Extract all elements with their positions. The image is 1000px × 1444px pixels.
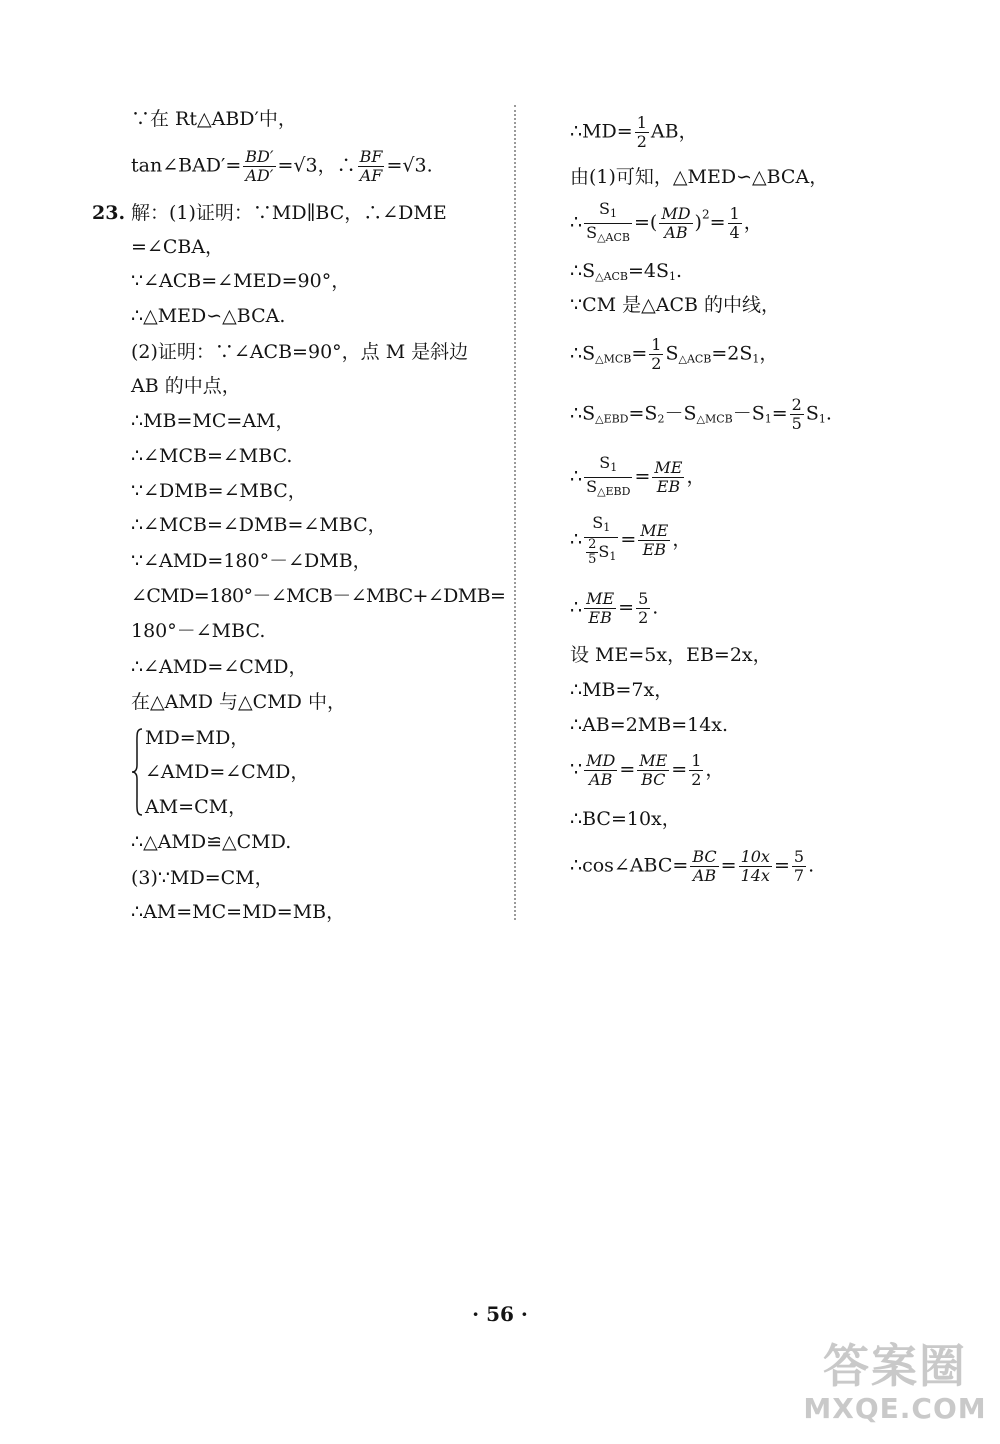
watermark-top: 答案圈 bbox=[823, 1339, 967, 1393]
text-line: (3)∵MD=CM， bbox=[131, 867, 274, 889]
fraction: $\frac{ME}{EB}$ bbox=[654, 458, 683, 496]
math-line: ∴ $\frac{ME}{EB}$ = $\frac{5}{2}$ . bbox=[570, 589, 659, 627]
text-line: ∴∠AMD=∠CMD， bbox=[131, 656, 308, 678]
text-line: 在△AMD 与△CMD 中， bbox=[131, 691, 346, 713]
math-line: ∴MD= $\frac{1}{2}$ AB， bbox=[570, 113, 698, 151]
tan-equation bbox=[131, 148, 433, 185]
fraction: $\frac{5}{2}$ bbox=[638, 589, 649, 627]
text-line: =∠CBA， bbox=[131, 236, 225, 258]
fraction: $\frac{2}{5}$ bbox=[791, 395, 802, 433]
fraction: $\frac{1}{2}$ bbox=[651, 335, 662, 373]
page-number: · 56 · bbox=[472, 1302, 528, 1326]
text-line: 解：(1)证明：∵MD∥BC，∴∠DME bbox=[131, 202, 447, 224]
brace-icon bbox=[131, 727, 143, 817]
text-line: (2)证明：∵∠ACB=90°，点 M 是斜边 bbox=[131, 341, 469, 363]
text-line: 由(1)可知，△MED∽△BCA， bbox=[570, 166, 829, 188]
text-line: ∵∠ACB=∠MED=90°， bbox=[131, 270, 351, 292]
math-line: ∴ $\frac{S_1}{S_{\triangle EBD}}$ = $\frac{ME}{EB}$ ， bbox=[570, 454, 705, 501]
math-line: $\therefore S_{\triangle EBD}=S_2-S_{\triangle MCB}-S_1=$ $\frac{2}{5}$ $S_1$. bbox=[570, 395, 832, 433]
text-line: ∴MB=7x， bbox=[570, 679, 674, 701]
text-line: ∵∠DMB=∠MBC， bbox=[131, 480, 307, 502]
text-line: ∵CM 是△ACB 的中线， bbox=[570, 294, 780, 316]
text-seg: =√3. bbox=[386, 154, 433, 177]
fraction: $\frac{ME}{BC}$ bbox=[639, 751, 668, 789]
watermark-logo bbox=[800, 1340, 990, 1440]
fraction: $\frac{BD'}{AD'}$ bbox=[245, 147, 274, 185]
fraction: $\frac{MD}{AB}$ bbox=[661, 204, 691, 242]
problem-number: 23. bbox=[92, 202, 126, 224]
text-line: ∠CMD=180°－∠MCB－∠MBC+∠DMB= bbox=[131, 585, 506, 607]
text-line: AB 的中点， bbox=[131, 375, 241, 397]
fraction: $\frac{1}{2}$ bbox=[636, 113, 647, 151]
fraction: $\frac{1}{4}$ bbox=[729, 204, 740, 242]
fraction: $\frac{ME}{EB}$ bbox=[586, 589, 615, 627]
watermark-bottom: MXQE.COM bbox=[803, 1392, 987, 1425]
fraction: $\frac{5}{7}$ bbox=[793, 847, 805, 885]
text-line: ∵∠AMD=180°－∠DMB， bbox=[131, 550, 372, 572]
fraction: $\frac{S_1}{S_{\triangle EBD}}$ bbox=[586, 453, 631, 498]
text-line: 设 ME=5x，EB=2x， bbox=[570, 644, 772, 666]
text-line: AM=CM， bbox=[145, 796, 248, 818]
math-line: $\therefore S_{\triangle MCB}=$ $\frac{1}{2}$ $S_{\triangle ACB}=2S_1$， bbox=[570, 335, 779, 373]
fraction: $\frac{ME}{EB}$ bbox=[640, 521, 669, 559]
text-line: ∴△MED∽△BCA. bbox=[131, 305, 286, 327]
text-seg: tan∠BAD′= bbox=[131, 154, 242, 177]
fraction: $\frac{MD}{AB}$ bbox=[586, 751, 616, 789]
text-seg: =√3，∴ bbox=[277, 154, 356, 177]
text-line: ∴∠MCB=∠DMB=∠MBC， bbox=[131, 514, 387, 536]
text-line: ∴BC=10x， bbox=[570, 808, 681, 830]
math-line: ∴ $S_1$ $\frac{2}{5}$ $S_1$ = $\frac{ME}{EB}$ ， bbox=[570, 513, 692, 567]
fraction: $S_1$ $\frac{2}{5}$ $S_1$ bbox=[584, 514, 618, 567]
text-line: 180°－∠MBC. bbox=[131, 620, 266, 642]
fraction: $\frac{1}{2}$ bbox=[691, 751, 702, 789]
math-line: $\therefore S_{\triangle ACB}=4S_1$. bbox=[570, 260, 683, 283]
fraction: $\frac{BF}{AF}$ bbox=[359, 147, 383, 185]
column-divider bbox=[514, 105, 516, 920]
fraction: $\frac{S_1}{S_{\triangle ACB}}$ bbox=[586, 199, 630, 244]
text-line: ∠AMD=∠CMD， bbox=[145, 761, 310, 783]
text-line: ∵在 Rt△ABD′中， bbox=[131, 108, 297, 130]
text-line: ∴△AMD≌△CMD. bbox=[131, 831, 292, 853]
text-line: ∴AM=MC=MD=MB， bbox=[131, 901, 346, 923]
math-line: ∵ $\frac{MD}{AB}$ = $\frac{ME}{BC}$ = $\frac{1}{2}$ ， bbox=[570, 751, 725, 789]
text-line: MD=MD， bbox=[145, 727, 250, 749]
math-line: ∴cos∠ABC= $\frac{BC}{AB}$ = $\frac{10x}{14x}$ = $\frac{5}{7}$ . bbox=[570, 847, 815, 885]
math-line: ∴ $\frac{S_1}{S_{\triangle ACB}}$ =( $\frac{MD}{AB}$ )$^2$= $\frac{1}{4}$ ， bbox=[570, 200, 763, 247]
fraction: $\frac{BC}{AB}$ bbox=[692, 847, 717, 885]
text-line: ∴MB=MC=AM， bbox=[131, 410, 295, 432]
text-line: ∴AB=2MB=14x. bbox=[570, 714, 729, 736]
fraction: $\frac{10x}{14x}$ bbox=[740, 847, 770, 885]
text-line: ∴∠MCB=∠MBC. bbox=[131, 445, 293, 467]
